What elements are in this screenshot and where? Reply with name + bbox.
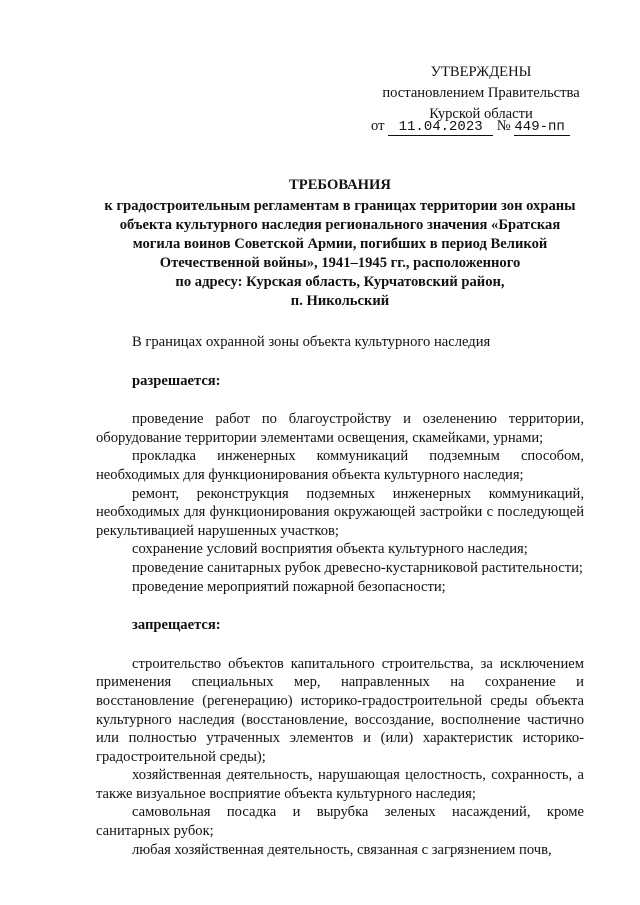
title-line: Отечественной войны», 1941–1945 гг., расположенного — [159, 255, 521, 271]
approval-number: 449-пп — [514, 119, 570, 136]
list-item: проведение санитарных рубок древесно-кустарниковой растительности; — [132, 559, 583, 576]
forbidden-list — [96, 655, 584, 860]
list-item: проведение мероприятий пожарной безопасности; — [132, 578, 446, 595]
list-item: сохранение условий восприятия объекта культурного наследия; — [132, 541, 528, 558]
list-item: строительство объектов капитального строительства, за исключением применения специальных мер, направленных на сохранение и восстановление (регенерацию) историко-градостроительной среды объекта культурного наследия (восстановление, воссоздание, восполнение частично или полностью утраченных элементов и (или) характеристик историко-градостроительной среды); — [96, 655, 584, 765]
title-line: могила воинов Советской Армии, погибших в период Великой — [132, 236, 548, 252]
section-gap — [96, 596, 584, 616]
approval-date: 11.04.2023 — [388, 119, 493, 136]
approval-title: УТВЕРЖДЕНЫ — [430, 64, 532, 80]
number-prefix: № — [496, 118, 511, 134]
list-item: хозяйственная деятельность, нарушающая целостность, сохранность, а также визуальное восприятие объекта культурного наследия; — [96, 767, 584, 802]
title-line: п. Никольский — [290, 293, 390, 309]
document-body — [96, 333, 584, 859]
title-heading: ТРЕБОВАНИЯ — [289, 177, 391, 193]
approval-issuer: постановлением Правительства — [382, 85, 580, 101]
date-prefix: от — [371, 118, 385, 134]
document-title — [80, 176, 600, 311]
list-item: самовольная посадка и вырубка зеленых насаждений, кроме санитарных рубок; — [96, 804, 584, 840]
list-item: прокладка инженерных коммуникаций подземным способом, необходимых для функционирования объекта культурного наследия; — [96, 448, 584, 483]
forbidden-label: запрещается: — [132, 617, 221, 634]
title-line: по адресу: Курская область, Курчатовский район, — [175, 274, 505, 290]
approval-date-line — [371, 116, 591, 137]
allowed-label: разрешается: — [132, 372, 221, 389]
intro-paragraph: В границах охранной зоны объекта культурного наследия — [132, 334, 491, 350]
approval-region: Курской области — [429, 106, 533, 122]
title-line: к градостроительным регламентам в границах территории зон охраны — [104, 198, 576, 214]
allowed-list — [96, 410, 584, 596]
list-item: ремонт, реконструкция подземных инженерных коммуникаций, необходимых для функционирования окружающей застройки с последующей рекультивацией нарушенных участков; — [96, 485, 584, 539]
list-item: проведение работ по благоустройству и озеленению территории, оборудование территории элементами освещения, скамейками, урнами; — [96, 411, 584, 446]
list-item: любая хозяйственная деятельность, связанная с загрязнением почв, — [132, 841, 552, 858]
title-line: объекта культурного наследия регионального значения «Братская — [119, 217, 561, 233]
